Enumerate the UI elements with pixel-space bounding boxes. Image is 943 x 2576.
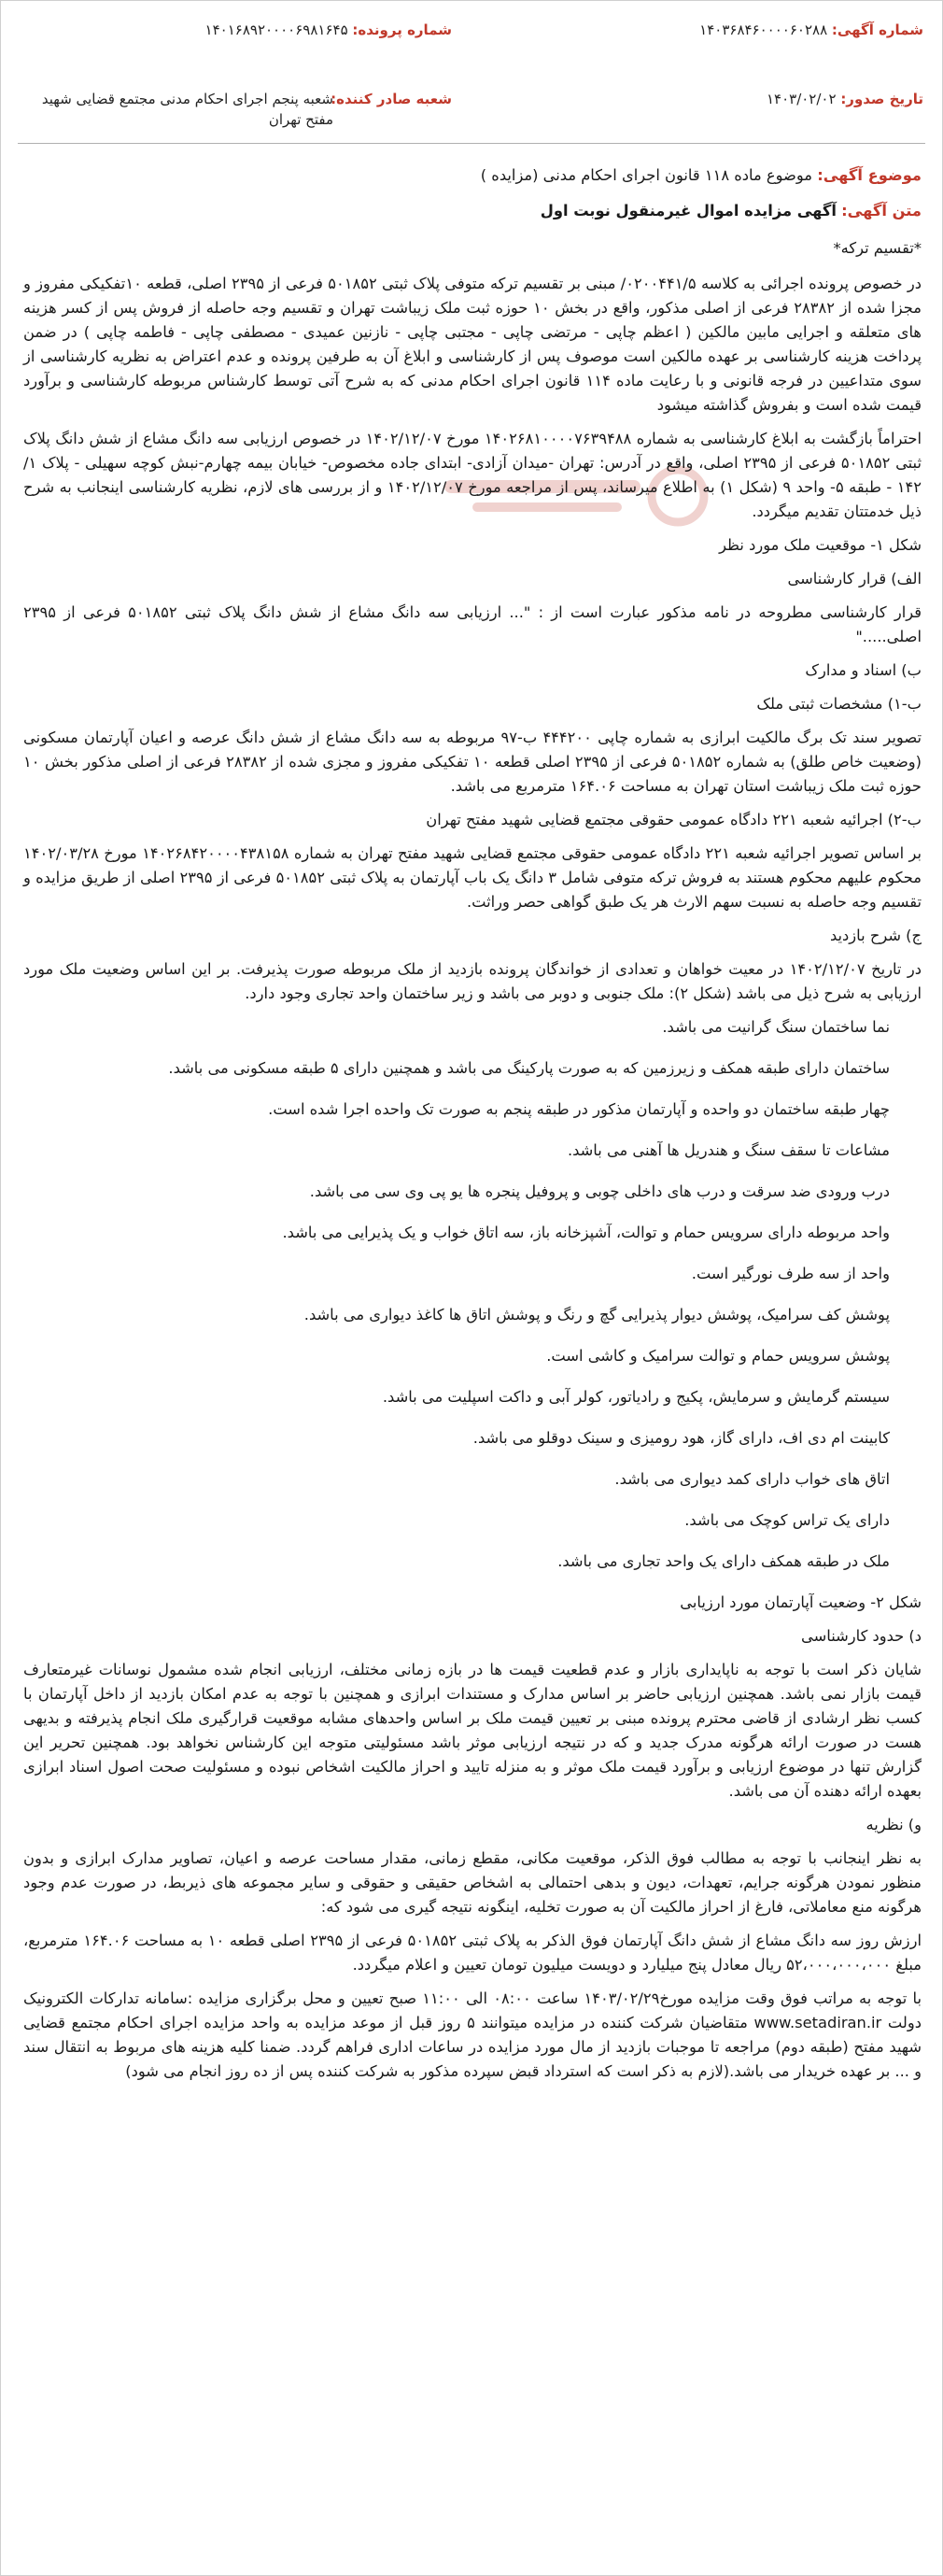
body-paragraph bbox=[23, 1813, 922, 1837]
paragraph-text: ب) اسناد و مدارک bbox=[805, 661, 922, 679]
text-title: آگهی مزایده اموال غیرمنقول نوبت اول bbox=[540, 202, 837, 219]
section-heading bbox=[23, 236, 922, 261]
paragraph-text: پوشش کف سرامیک، پوشش دیوار پذیرایی گچ و رنگ و پوشش اتاق ها کاغذ دیواری می باشد. bbox=[303, 1306, 890, 1323]
visit-item bbox=[23, 1426, 922, 1451]
subject-label: موضوع آگهی: bbox=[817, 166, 922, 184]
paragraph-text: ب-۱) مشخصات ثبتی ملک bbox=[756, 695, 922, 713]
subject-line bbox=[23, 163, 922, 188]
body-paragraph bbox=[23, 1847, 922, 1919]
visit-item bbox=[23, 1139, 922, 1163]
paragraph-text: نما ساختمان سنگ گرانیت می باشد. bbox=[662, 1018, 890, 1036]
visit-item bbox=[23, 1262, 922, 1286]
body-paragraph bbox=[23, 601, 922, 649]
paragraph-text: کابینت ام دی اف، دارای گاز، هود رومیزی و سینک دوقلو می باشد. bbox=[472, 1429, 890, 1447]
body-paragraph bbox=[23, 658, 922, 683]
paragraph-text: در تاریخ ۱۴۰۲/۱۲/۰۷ در معیت خواهان و تعدادی از خواندگان پرونده بازدید از ملک مربوطه صورت پذیرفت. بر این اساس وضعیت ملک مورد ارزیابی به شرح ذیل می باشد (شکل ۲): ملک جنوبی و دوبر می باشد و زیر ساختمان واحد تجاری وجود دارد. bbox=[23, 960, 922, 1002]
text-label: متن آگهی: bbox=[841, 202, 922, 219]
paragraph-text: ملک در طبقه همکف دارای یک واحد تجاری می باشد. bbox=[557, 1552, 890, 1570]
body-paragraph bbox=[23, 1987, 922, 2084]
visit-item bbox=[23, 1221, 922, 1245]
visit-item bbox=[23, 1056, 922, 1081]
notice-content bbox=[23, 163, 922, 2093]
paragraph-text: مشاعات تا سقف سنگ و هندریل ها آهنی می باشد. bbox=[567, 1141, 890, 1159]
body-paragraph bbox=[23, 272, 922, 418]
paragraph-text: و) نظریه bbox=[866, 1816, 922, 1833]
body-paragraph bbox=[23, 957, 922, 1006]
case-number-value: ۱۴۰۱۶۸۹۲۰۰۰۰۶۹۸۱۶۴۵ bbox=[204, 21, 348, 38]
body-paragraph bbox=[23, 924, 922, 948]
body-paragraph bbox=[23, 427, 922, 524]
paragraph-text: اتاق های خواب دارای کمد دیواری می باشد. bbox=[614, 1470, 890, 1488]
paragraph-text: چهار طبقه ساختمان دو واحده و آپارتمان مذکور در طبقه پنجم به صورت تک واحده اجرا شده است. bbox=[268, 1100, 890, 1118]
paragraph-text: شایان ذکر است با توجه به ناپایداری بازار و عدم قطعیت قیمت ها در بازه زمانی مختلف، ارزیابی انجام شده مشمول نوسانات غیرمتعارف قیمت بازار نمی باشد. همچنین ارزیابی حاضر بر اساس مدارک و مستندات ابرازی و همچنین با توجه به عدم امکان بازدید از داخل آپارتمان با کسب نظر ارشادی از قاضی محترم پرونده مبنی بر تعیین قیمت ملک بر اساس واحدهای مشابه موقعیت قرارگیری ملک انجام پذیرفته و بدیهی هست در صورت ارائه هرگونه مدرک جدید و که در نتیجه ارزیابی موثر باشد مسئولیتی متوجه این کارشناس نخواهد بود. همچنین تحریر این گزارش تنها در موضوع ارزیابی و برآورد قیمت ملک موثر و به منزله تایید و احراز مالکیت اشخاص نبوده و مسئولیت صحت اصول اسناد ابرازی بعهده ارائه دهنده آن می باشد. bbox=[23, 1661, 922, 1800]
ad-number-label: شماره آگهی: bbox=[831, 21, 923, 38]
paragraph-text: ب-۲) اجرائیه شعبه ۲۲۱ دادگاه عمومی حقوقی مجتمع قضایی شهید مفتح تهران bbox=[426, 811, 922, 828]
issuer-label: شعبه صادر کننده: bbox=[331, 91, 452, 107]
visit-item bbox=[23, 1385, 922, 1409]
paragraph-text: به نظر اینجانب با توجه به مطالب فوق الذکر، موقعیت مکانی، مقطع زمانی، مقدار مساحت عرصه و اعیان، تصاویر مدارک ابرازی و بدون منظور نمودن هرگونه جرایم، تعهدات، دیون و بدهی احتمالی به اشخاص حقیقی و حقوقی و سایر مجموعه های ذیربط، در صورت عدم وجود هرگونه منع معاملاتی، فارغ از احراز مالکیت آن به صورت تخلیه، اینگونه نتیجه گیری می شود که: bbox=[23, 1849, 922, 1916]
paragraph-text: پوشش سرویس حمام و توالت سرامیک و کاشی است. bbox=[546, 1347, 890, 1365]
body-paragraph bbox=[23, 533, 922, 558]
paragraph-text: دارای یک تراس کوچک می باشد. bbox=[684, 1511, 890, 1529]
visit-item bbox=[23, 1303, 922, 1327]
visit-item bbox=[23, 1180, 922, 1204]
visit-item bbox=[23, 1015, 922, 1040]
header-divider bbox=[18, 143, 925, 144]
paragraph-text: ج) شرح بازدید bbox=[829, 927, 922, 944]
body-paragraph bbox=[23, 808, 922, 832]
visit-item bbox=[23, 1344, 922, 1368]
body-paragraph bbox=[23, 567, 922, 591]
paragraph-text: شکل ۱- موقعیت ملک مورد نظر bbox=[719, 536, 922, 554]
visit-item bbox=[23, 1467, 922, 1492]
paragraph-text: بر اساس تصویر اجرائیه شعبه ۲۲۱ دادگاه عمومی حقوقی مجتمع قضایی شهید مفتح تهران به شماره ۱۴۰۲۶۸۴۲۰۰۰۰۴۳۸۱۵۸ مورخ ۱۴۰۲/۰۳/۲۸ محکوم علیهم محکوم هستند به فروش ترکه متوفی شامل ۳ دانگ یک باب آپارتمان به پلاک ثبتی ۵۰۱۸۵۲ فرعی از ۲۳۹۵ اصلی از طریق مزایده و تقسیم وجه حاصله به نسبت سهم الارث هر یک طبق گواهی حصر وراثت. bbox=[23, 844, 922, 911]
body-paragraph bbox=[23, 1624, 922, 1649]
paragraph-text: با توجه به مراتب فوق وقت مزایده مورخ۱۴۰۳/۰۲/۲۹ ساعت ۰۸:۰۰ الی ۱۱:۰۰ صبح تعیین و محل برگزاری مزایده :سامانه تدارکات الکترونیک دولت www.setadiran.ir متقاضیان شرکت کننده در مزایده میتوانند ۵ روز قبل از موعد مزایده به واحد مزایده اجرای احکام مجتمع قضایی شهید مفتح (طبقه دوم) مراجعه تا موجبات بازدید از مال مورد مزایده در ساعات اداری فراهم گردد. ضمنا کلیه هزینه های مربوط به انتقال سند و ... بر عهده خریدار می باشد.(لازم به ذکر است که استرداد قبض سپرده مذکور به شرکت کننده پس از ده روز انجام می شود) bbox=[23, 1989, 922, 2080]
paragraph-text: د) حدود کارشناسی bbox=[801, 1627, 922, 1645]
paragraph-text: ساختمان دارای طبقه همکف و زیرزمین که به صورت پارکینگ می باشد و همچنین دارای ۵ طبقه مسکونی می باشد. bbox=[168, 1059, 890, 1077]
case-number-label: شماره پرونده: bbox=[352, 21, 452, 38]
ad-number-field bbox=[699, 20, 923, 40]
paragraph-text: ارزش روز سه دانگ مشاع از شش دانگ آپارتمان فوق الذکر به پلاک ثبتی ۵۰۱۸۵۲ فرعی از ۲۳۹۵ اصلی قطعه ۱۰ به مساحت ۱۶۴.۰۶ مترمربع، مبلغ ۵۲،۰۰۰،۰۰۰،۰۰۰ ریال معادل پنج میلیارد و دویست میلیون تومان تعیین و اعلام میگردد. bbox=[23, 1932, 922, 1974]
issue-date-field bbox=[767, 89, 923, 109]
body-paragraph bbox=[23, 1929, 922, 1977]
paragraph-text: تصویر سند تک برگ مالکیت ابرازی به شماره چاپی ۴۴۴۲۰۰ ب-۹۷ مربوطه به سه دانگ مشاع از شش دانگ عرصه و اعیان آپارتمان مسکونی (وضعیت خاص طلق) به شماره ۵۰۱۸۵۲ فرعی از ۲۳۹۵ اصلی قطعه ۱۰ تفکیکی مفروز و مجزی شده از ۲۸۳۸۲ فرعی از اصلی مذکور بخش ۱۰ حوزه ثبت ملک زیباشت استان تهران به مساحت ۱۶۴.۰۶ مترمربع می باشد. bbox=[23, 729, 922, 795]
body-paragraph bbox=[23, 1658, 922, 1804]
paragraph-text: درب ورودی ضد سرقت و درب های داخلی چوبی و پروفیل پنجره ها یو پی وی سی می باشد. bbox=[309, 1182, 890, 1200]
paragraph-text: الف) قرار کارشناسی bbox=[787, 570, 922, 587]
notice-body bbox=[23, 236, 922, 2084]
case-number-field bbox=[205, 20, 452, 40]
body-paragraph bbox=[23, 1591, 922, 1615]
paragraph-text: واحد مربوطه دارای سرویس حمام و توالت، آشپزخانه باز، سه اتاق خواب و یک پذیرایی می باشد. bbox=[282, 1224, 890, 1241]
issuer-value: شعبه پنجم اجرای احکام مدنی مجتمع قضایی شهید مفتح تهران bbox=[41, 91, 333, 128]
paragraph-text: قرار کارشناسی مطروحه در نامه مذکور عبارت است از : "... ارزیابی سه دانگ مشاع از شش دانگ پلاک ثبتی ۵۰۱۸۵۲ فرعی از ۲۳۹۵ اصلی....." bbox=[23, 603, 922, 645]
subject-value: موضوع ماده ۱۱۸ قانون اجرای احکام مدنی (مزایده ) bbox=[480, 166, 812, 184]
body-paragraph bbox=[23, 726, 922, 799]
paragraph-text: *تقسیم ترکه* bbox=[833, 239, 922, 257]
issue-date-value: ۱۴۰۳/۰۲/۰۲ bbox=[766, 91, 837, 107]
ad-number-value: ۱۴۰۳۶۸۴۶۰۰۰۰۶۰۲۸۸ bbox=[699, 21, 828, 38]
paragraph-text: شکل ۲- وضعیت آپارتمان مورد ارزیابی bbox=[680, 1593, 922, 1611]
paragraph-text: در خصوص پرونده اجرائی به کلاسه ۰۲۰۰۴۴۱/۵/ مبنی بر تقسیم ترکه متوفی پلاک ثبتی ۵۰۱۸۵۲ فرعی از ۲۳۹۵ اصلی، قطعه ۱۰تفکیکی مفروز و مجزا شده از ۲۸۳۸۲ فرعی از اصلی مذکور، واقع در بخش ۱۰ حوزه ثبت ملک زیباشت تهران و تقسیم وجه حاصله از فروش پس از کسر هزینه های متعلقه و اجرایی مابین مالکین ( اعظم چاپی - مرتضی چاپی - مجتبی چاپی - نازنین عمیدی - مصطفی چاپی - فاطمه چاپی ) در ضمن پرداخت هزینه کارشناسی بر عهده مالکین است موصوف پس از کارشناسی و ابلاغ آن به طرفین پرونده و عدم اعتراض به نظریه کارشناسی از سوی متداعیین در فرجه قانونی و با رعایت ماده ۱۱۴ قانون اجرای احکام مدنی که به شرح آتی توسط کارشناس مربوطه کارشناسی و برآورد قیمت شده است و بفروش گذاشته میشود bbox=[23, 275, 922, 414]
paragraph-text: سیستم گرمایش و سرمایش، پکیج و رادیاتور، کولر آبی و داکت اسپلیت می باشد. bbox=[382, 1388, 890, 1406]
issue-date-label: تاریخ صدور: bbox=[840, 91, 923, 107]
body-paragraph bbox=[23, 692, 922, 716]
body-paragraph bbox=[23, 842, 922, 914]
visit-item bbox=[23, 1550, 922, 1574]
paragraph-text: احتراماً بازگشت به ابلاغ کارشناسی به شماره ۱۴۰۲۶۸۱۰۰۰۰۷۶۳۹۴۸۸ مورخ ۱۴۰۲/۱۲/۰۷ در خصوص ارزیابی سه دانگ مشاع از شش دانگ پلاک ثبتی ۵۰۱۸۵۲ فرعی از ۲۳۹۵ اصلی، واقع در آدرس: تهران -میدان آزادی- ابتدای جاده مخصوص- خیابان بیمه چهارم-نبش کوچه سهیلی - پلاک ۱/ ۱۴۲ - طبقه ۵- واحد ۹ (شکل ۱) به اطلاع میرساند، پس از مراجعه مورخ ۱۴۰۲/۱۲/۰۷ و از بررسی های لازم، نظریه کارشناسی اینجانب به شرح ذیل خدمتتان تقدیم میگردد. bbox=[23, 430, 922, 520]
visit-item bbox=[23, 1508, 922, 1533]
paragraph-text: واحد از سه طرف نورگیر است. bbox=[691, 1265, 890, 1282]
text-title-line bbox=[23, 199, 922, 223]
visit-item bbox=[23, 1097, 922, 1122]
